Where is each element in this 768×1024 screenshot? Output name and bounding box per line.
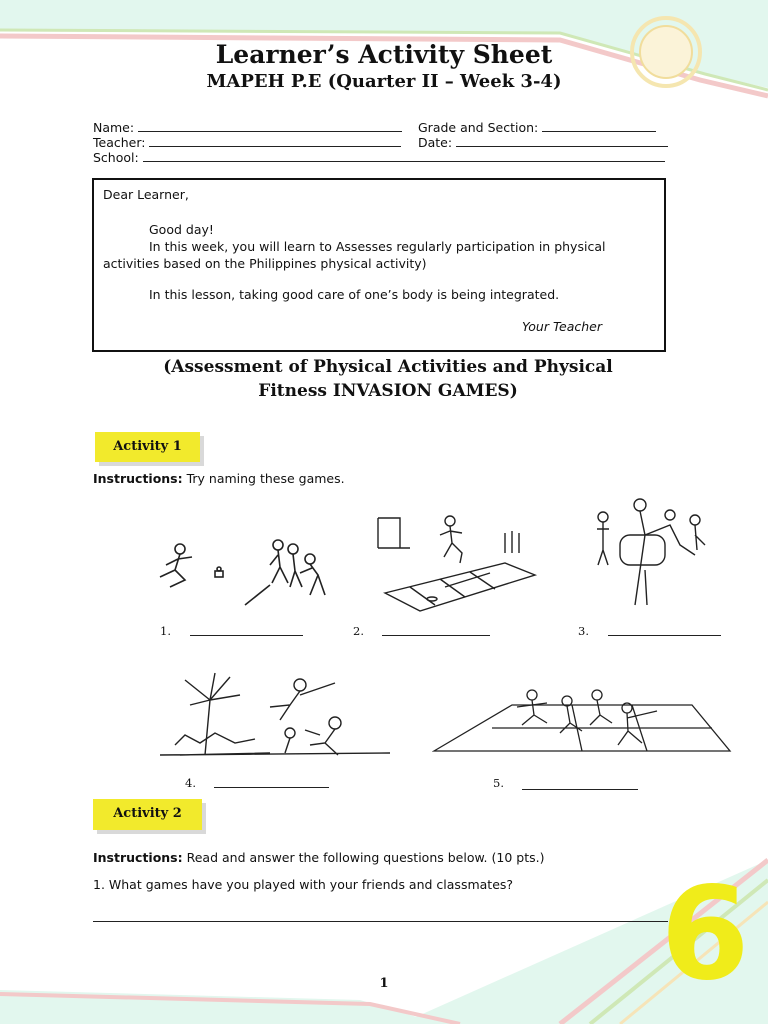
lesson-heading-line-1: (Assessment of Physical Activities and Physical xyxy=(163,357,613,377)
name-field[interactable] xyxy=(93,120,402,135)
grade-section-field[interactable] xyxy=(418,120,656,135)
activity-2-instructions-label: Instructions: xyxy=(93,850,183,865)
item-2-blank[interactable] xyxy=(382,634,490,636)
game-illustration-4 xyxy=(160,665,390,765)
item-3-blank[interactable] xyxy=(608,634,721,636)
activity-1-instructions xyxy=(93,471,345,486)
letter-box xyxy=(92,178,666,352)
letter-salutation: Dear Learner, xyxy=(103,187,189,202)
item-2-label: 2. xyxy=(353,624,364,638)
question-1-answer-line[interactable] xyxy=(93,920,668,922)
school-field[interactable] xyxy=(93,150,665,165)
letter-signature: Your Teacher xyxy=(522,319,603,334)
school-line xyxy=(143,150,665,162)
grade-number: 6 xyxy=(660,860,750,1009)
activity-1-tag: Activity 1 xyxy=(95,432,200,462)
item-1-label: 1. xyxy=(160,624,171,638)
teacher-label: Teacher: xyxy=(93,135,146,150)
letter-line-1: In this week, you will learn to Assesses regularly participation in physical xyxy=(149,239,606,254)
activity-2-tag: Activity 2 xyxy=(93,799,202,830)
item-4-label: 4. xyxy=(185,776,196,790)
activity-1-instructions-text: Try naming these games. xyxy=(182,471,345,486)
date-label: Date: xyxy=(418,135,453,150)
game-illustration-1 xyxy=(130,535,350,615)
letter-greeting: Good day! xyxy=(149,222,214,237)
name-line xyxy=(138,120,402,132)
date-field[interactable] xyxy=(418,135,668,150)
sheet-subtitle: MAPEH P.E (Quarter II – Week 3-4) xyxy=(206,71,562,92)
item-4-blank[interactable] xyxy=(214,786,329,788)
page-number: 1 xyxy=(379,976,389,991)
teacher-field[interactable] xyxy=(93,135,401,150)
teacher-line xyxy=(149,135,401,147)
question-1: 1. What games have you played with your friends and classmates? xyxy=(93,877,514,892)
lesson-heading xyxy=(80,355,696,403)
item-5-label: 5. xyxy=(493,776,504,790)
date-line xyxy=(456,135,668,147)
sheet-title: Learner’s Activity Sheet xyxy=(215,40,553,69)
letter-line-2: activities based on the Philippines physical activity) xyxy=(103,256,427,271)
lesson-heading-line-2: Fitness INVASION GAMES) xyxy=(258,381,518,401)
name-label: Name: xyxy=(93,120,135,135)
grade-section-label: Grade and Section: xyxy=(418,120,539,135)
letter-line-3: In this lesson, taking good care of one’s body is being integrated. xyxy=(149,287,560,302)
item-3-label: 3. xyxy=(578,624,589,638)
game-illustration-5 xyxy=(432,683,732,763)
item-5-blank[interactable] xyxy=(522,788,638,790)
game-illustration-3 xyxy=(585,495,715,610)
game-illustration-2 xyxy=(370,513,540,613)
school-label: School: xyxy=(93,150,139,165)
item-1-blank[interactable] xyxy=(190,634,303,636)
activity-2-instructions-text: Read and answer the following questions below. (10 pts.) xyxy=(182,850,545,865)
grade-section-line xyxy=(542,120,656,132)
activity-1-instructions-label: Instructions: xyxy=(93,471,183,486)
activity-2-instructions xyxy=(93,850,544,865)
